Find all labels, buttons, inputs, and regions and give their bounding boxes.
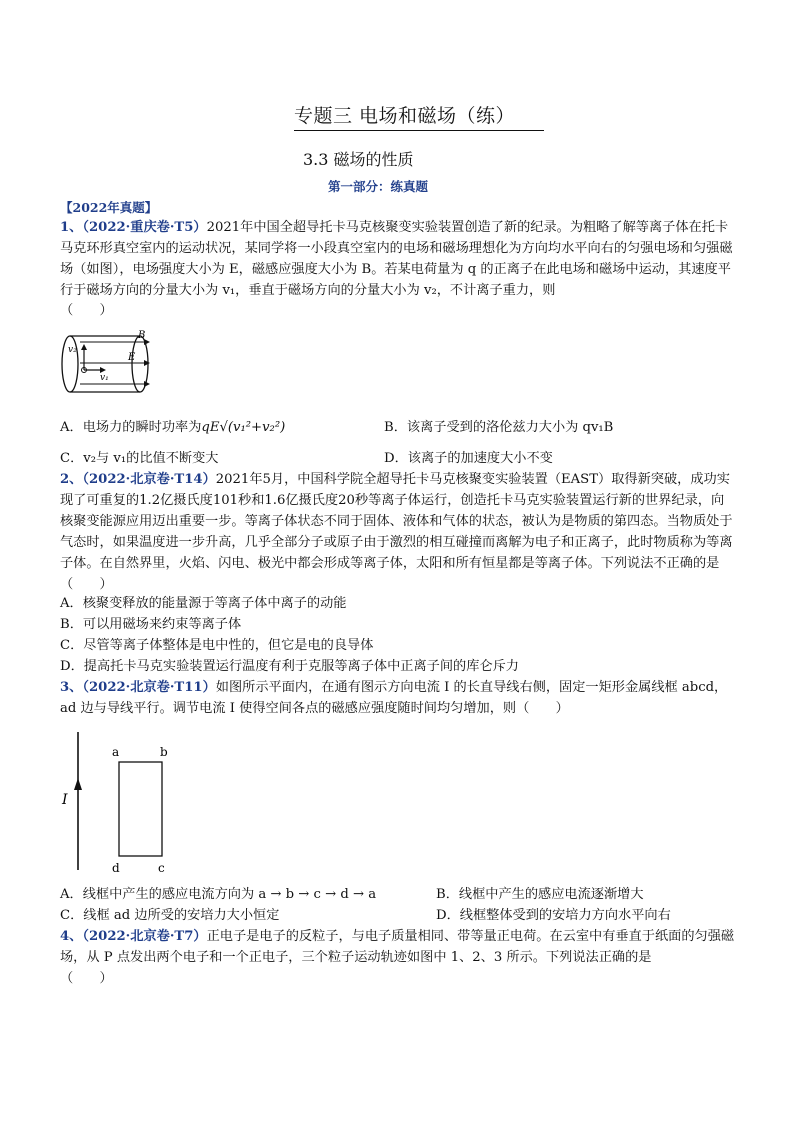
answer-bracket: （ ） bbox=[60, 303, 113, 318]
answer-bracket: （ ） bbox=[60, 971, 113, 986]
section-subtitle: 3.3 磁场的性质 bbox=[303, 150, 414, 169]
option-D: D．该离子的加速度大小不变 bbox=[384, 451, 553, 466]
label-b: b bbox=[160, 745, 168, 759]
option-C: C．v₂与 v₁的比值不断变大 bbox=[60, 451, 219, 466]
page-title: 专题三 电场和磁场（练） bbox=[294, 101, 544, 131]
question-text: 2021年5月，中国科学院全超导托卡马克核聚变实验装置（EAST）取得新突破，成功实现了可重复的1.2亿摄氏度101秒和1.6亿摄氏度20秒等离子体运行，创造托卡马克实验装置运行新的世界纪录，向核聚变能源应用迈出重要一步。等离子体状态不同于固体、液体和气体的状态，被认为是物质的第四态。当物质处于气态时，如果温度进一步升高，几乎全部分子或原子由于激烈的相互碰撞而离解为电子和正离子，此时物质称为等离子体。在自然界里，火焰、闪电、极光中都会形成等离子体，太阳和所有恒星都是等离子体。下列说法不正确的是（ ） bbox=[60, 472, 733, 592]
label-a: a bbox=[112, 745, 120, 759]
question-number: 1、 bbox=[60, 220, 83, 235]
option-A bbox=[60, 417, 285, 438]
question-1 bbox=[60, 217, 736, 301]
option-B: B．可以用磁场来约束等离子体 bbox=[60, 617, 242, 632]
option-A: A．线框中产生的感应电流方向为 a → b → c → d → a bbox=[60, 887, 377, 902]
part-heading: 第一部分：练真题 bbox=[328, 179, 429, 194]
option-B: B．线框中产生的感应电流逐渐增大 bbox=[436, 887, 644, 902]
option-D: D．线框整体受到的安培力方向水平向右 bbox=[436, 908, 671, 923]
option-A-text: A．电场力的瞬时功率为 bbox=[60, 420, 202, 435]
option-B: B．该离子受到的洛伦兹力大小为 qv₁B bbox=[384, 420, 614, 435]
label-E: E bbox=[128, 352, 136, 363]
question-number: 2、 bbox=[60, 472, 83, 487]
label-B: B bbox=[138, 330, 146, 341]
option-C: C．尽管等离子体整体是电中性的，但它是电的良导体 bbox=[60, 638, 374, 653]
question-number: 4、 bbox=[60, 929, 83, 944]
question-source: （2022·重庆卷·T5） bbox=[82, 220, 207, 235]
question-2 bbox=[60, 469, 736, 595]
option-D: D．提高托卡马克实验装置运行温度有利于克服等离子体中正离子间的库仑斥力 bbox=[60, 659, 519, 674]
question-text: 如图所示平面内，在通有图示方向电流 I 的长直导线右侧，固定一矩形金属线框 abcd，ad 边与导线平行。调节电流 I 使得空间各点的磁感应强度随时间均匀增加，则（ ） bbox=[60, 680, 728, 716]
question-source: （2022·北京卷·T14） bbox=[82, 472, 216, 487]
q1-figure bbox=[60, 326, 152, 402]
question-number: 3、 bbox=[60, 680, 83, 695]
question-source: （2022·北京卷·T11） bbox=[82, 680, 216, 695]
option-A-formula: qE√(v₁²+v₂²) bbox=[201, 420, 286, 435]
year-tag: 【2022年真题】 bbox=[60, 200, 158, 215]
option-C: C．线框 ad 边所受的安培力大小恒定 bbox=[60, 908, 280, 923]
q3-figure bbox=[58, 728, 188, 874]
question-4 bbox=[60, 926, 736, 968]
option-A: A．核聚变释放的能量源于等离子体中离子的动能 bbox=[60, 596, 347, 611]
label-v1: v₁ bbox=[100, 373, 109, 383]
label-d: d bbox=[112, 861, 120, 874]
question-text: 2021年中国全超导托卡马克核聚变实验装置创造了新的纪录。为粗略了解等离子体在托卡马克环形真空室内的运动状况，某同学将一小段真空室内的电场和磁场理想化为方向均水平向右的匀强电场和匀强磁场（如图），电场强度大小为 E，磁感应强度大小为 B。若某电荷量为 q 的正离子在此电场和磁场中运动，其速度平行于磁场方向的分量大小为 v₁，垂直于磁场方向的分量大小为 v₂，不计离子重力，则 bbox=[60, 220, 733, 298]
label-I: I bbox=[62, 792, 68, 808]
label-v2: v₂ bbox=[68, 345, 77, 355]
question-text: 正电子是电子的反粒子，与电子质量相同、带等量正电荷。在云室中有垂直于纸面的匀强磁场，从 P 点发出两个电子和一个正电子，三个粒子运动轨迹如图中 1、2、3 所示。下列说法正确的是 bbox=[60, 929, 735, 965]
label-c: c bbox=[158, 861, 165, 874]
question-3 bbox=[60, 677, 736, 719]
question-source: （2022·北京卷·T7） bbox=[82, 929, 207, 944]
